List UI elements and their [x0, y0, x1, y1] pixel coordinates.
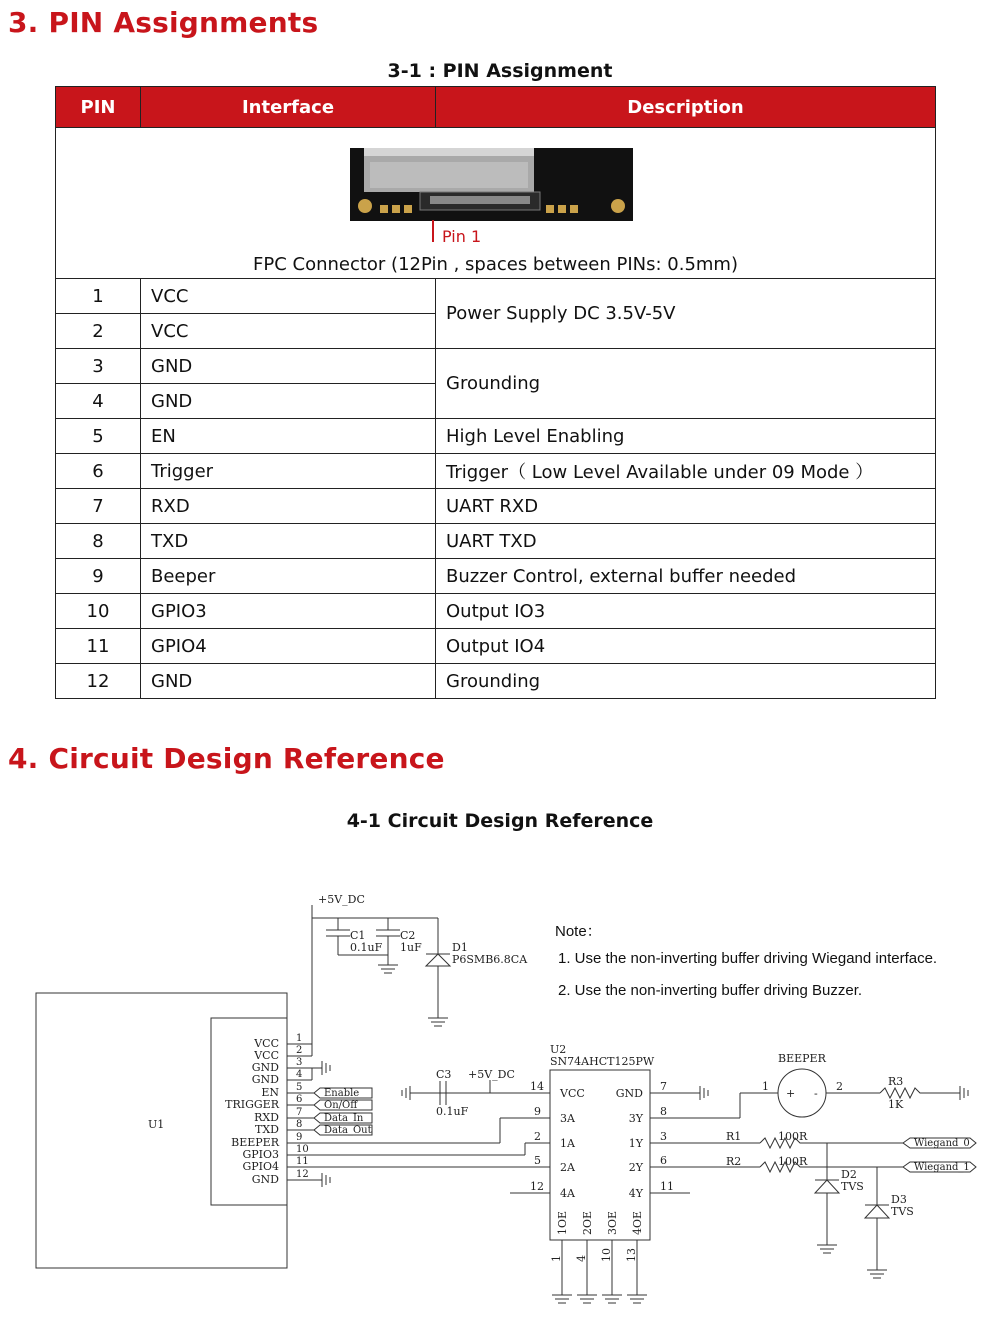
- u1-pin-name: GND: [251, 1073, 279, 1086]
- header-pin: PIN: [56, 87, 141, 128]
- r1-ref: R1: [726, 1130, 742, 1143]
- u1-pin-number: 3: [296, 1057, 303, 1068]
- pin-number: 12: [56, 664, 141, 699]
- u2-oe-number: 1: [550, 1255, 563, 1262]
- c1-ref: C1: [350, 929, 366, 942]
- u1-pin-name: EN: [261, 1086, 279, 1099]
- u2-pin-number: 3: [660, 1130, 667, 1143]
- u2-value: SN74AHCT125PW: [550, 1055, 655, 1068]
- c2-value: 1uF: [400, 941, 422, 954]
- pin-interface: VCC: [141, 314, 436, 349]
- u2-ref: U2: [550, 1043, 567, 1056]
- u2-pin-number: 6: [660, 1154, 667, 1167]
- pin-number: 8: [56, 524, 141, 559]
- pin-description: UART RXD: [436, 489, 936, 524]
- pin-description: High Level Enabling: [436, 419, 936, 454]
- u1-pin-name: TRIGGER: [225, 1098, 279, 1111]
- u1-pin-numbers: [296, 1033, 309, 1180]
- u2-pin-name: 3Y: [628, 1112, 643, 1125]
- pin-interface: GND: [141, 384, 436, 419]
- header-description: Description: [436, 87, 936, 128]
- u1-pin-name: VCC: [254, 1037, 279, 1050]
- beeper-plus: +: [786, 1087, 796, 1100]
- u2-oe-name: 4OE: [631, 1210, 644, 1235]
- u1-pin-number: 12: [296, 1169, 309, 1180]
- u1-pin-name: GND: [251, 1173, 279, 1186]
- pin-interface: VCC: [141, 279, 436, 314]
- pin-assignment-subtitle: 3-1 : PIN Assignment: [387, 60, 613, 82]
- pin-interface: GND: [141, 349, 436, 384]
- u2-pin-number: 12: [530, 1180, 544, 1193]
- pin-description: Grounding: [436, 664, 936, 699]
- c2-ref: C2: [400, 929, 416, 942]
- net-labels: [324, 1088, 372, 1136]
- u2-oe-name: 2OE: [581, 1210, 594, 1235]
- net-label: On/Off: [324, 1100, 358, 1111]
- c3-ref: C3: [436, 1068, 452, 1081]
- beeper-pin2: 2: [836, 1080, 843, 1093]
- u2-right-pin-numbers: [660, 1080, 674, 1193]
- section-3-title: 3. PIN Assignments: [8, 6, 319, 39]
- u2-pin-number: 11: [660, 1180, 674, 1193]
- connector-caption: FPC Connector (12Pin , spaces between PINs: 0.5mm): [253, 254, 738, 275]
- u2-pin-name: 1Y: [628, 1137, 643, 1150]
- d3-value: TVS: [891, 1205, 914, 1218]
- d1-value: P6SMB6.8CA: [452, 953, 528, 966]
- beeper-pin1: 1: [762, 1080, 769, 1093]
- u2-oe-name: 3OE: [606, 1210, 619, 1235]
- u2-oe-number: 4: [575, 1255, 588, 1262]
- u1-pin-name: BEEPER: [231, 1136, 279, 1149]
- pin-number: 2: [56, 314, 141, 349]
- u2-right-pins: [616, 1087, 644, 1200]
- u1-pin-name: GPIO3: [242, 1148, 279, 1161]
- pin-description: UART TXD: [436, 524, 936, 559]
- pin-number: 3: [56, 349, 141, 384]
- pin-interface: GPIO3: [141, 594, 436, 629]
- pin-description: Output IO3: [436, 594, 936, 629]
- pin-description: Power Supply DC 3.5V-5V: [436, 279, 936, 349]
- u1-pin-number: 2: [296, 1045, 303, 1056]
- pin-number: 7: [56, 489, 141, 524]
- r3-ref: R3: [888, 1075, 904, 1088]
- u2-pin-number: 14: [530, 1080, 544, 1093]
- u2-pin-number: 7: [660, 1080, 667, 1093]
- u1-pin-number: 11: [296, 1156, 309, 1167]
- u1-pin-number: 4: [296, 1069, 303, 1080]
- u2-pin-name: VCC: [560, 1087, 585, 1100]
- pin-number: 11: [56, 629, 141, 664]
- u2-pin-number: 5: [534, 1154, 541, 1167]
- u2-pin-name: 3A: [560, 1112, 575, 1125]
- pin-interface: GND: [141, 664, 436, 699]
- beeper-minus: -: [814, 1087, 818, 1100]
- u1-pin-number: 7: [296, 1107, 303, 1118]
- pin-interface: TXD: [141, 524, 436, 559]
- r2-value: 100R: [778, 1155, 808, 1168]
- u1-pin-name: RXD: [254, 1111, 279, 1124]
- pin-interface: RXD: [141, 489, 436, 524]
- u2-pin-name: 2A: [560, 1161, 575, 1174]
- net-label: Data_In: [324, 1113, 364, 1124]
- u1-pin-number: 6: [296, 1094, 303, 1105]
- u1-pin-number: 1: [296, 1033, 303, 1044]
- d2-value: TVS: [841, 1180, 864, 1193]
- u2-pin-number: 8: [660, 1105, 667, 1118]
- u1-pin-number: 10: [296, 1144, 309, 1155]
- u2-pin-name: 1A: [560, 1137, 575, 1150]
- pin-interface: Trigger: [141, 454, 436, 489]
- u2-oe-number: 13: [625, 1248, 638, 1262]
- pin-number: 5: [56, 419, 141, 454]
- pin-description: Output IO4: [436, 629, 936, 664]
- schematic-labels: [148, 893, 970, 1262]
- u2-left-pins: [530, 1080, 585, 1200]
- header-interface: Interface: [141, 87, 436, 128]
- pin-number: 10: [56, 594, 141, 629]
- u2-pin-name: GND: [615, 1087, 643, 1100]
- net-label: Enable: [324, 1088, 360, 1099]
- power-label-top: +5V_DC: [318, 893, 365, 906]
- u2-pin-number: 9: [534, 1105, 541, 1118]
- u2-pin-number: 2: [534, 1130, 541, 1143]
- pin-number: 4: [56, 384, 141, 419]
- u1-pin-name: VCC: [254, 1049, 279, 1062]
- beeper-ref: BEEPER: [778, 1052, 826, 1065]
- pin-description: Buzzer Control, external buffer needed: [436, 559, 936, 594]
- pin-interface: GPIO4: [141, 629, 436, 664]
- r3-value: 1K: [888, 1098, 904, 1111]
- note-item: 1. Use the non-inverting buffer driving Wiegand interface.: [558, 950, 938, 967]
- u2-pin-name: 4A: [560, 1187, 575, 1200]
- u2-oe-pins: [550, 1211, 644, 1262]
- section-4-title: 4. Circuit Design Reference: [8, 742, 445, 775]
- u1-pin-number: 8: [296, 1119, 303, 1130]
- u1-pin-names: [225, 1037, 280, 1186]
- net-label: Data_Out: [324, 1125, 372, 1136]
- r1-value: 100R: [778, 1130, 808, 1143]
- wiegand-0-label: Wiegand_0: [914, 1138, 970, 1149]
- power-label-mid: +5V_DC: [468, 1068, 515, 1081]
- u2-oe-name: 1OE: [556, 1210, 569, 1235]
- u1-ref: U1: [148, 1118, 165, 1131]
- u2-pin-name: 2Y: [628, 1161, 643, 1174]
- pin-interface: Beeper: [141, 559, 436, 594]
- pin-number: 1: [56, 279, 141, 314]
- u2-oe-number: 10: [600, 1248, 613, 1262]
- u2-pin-name: 4Y: [628, 1187, 643, 1200]
- d3-ref: D3: [891, 1193, 907, 1206]
- c3-value: 0.1uF: [436, 1105, 469, 1118]
- wiegand-1-label: Wiegand_1: [914, 1162, 970, 1173]
- pin-description: Trigger（ Low Level Available under 09 Mode ）: [436, 454, 936, 489]
- r2-ref: R2: [726, 1155, 742, 1168]
- d2-ref: D2: [841, 1168, 857, 1181]
- u1-pin-name: TXD: [255, 1123, 279, 1136]
- circuit-subtitle: 4-1 Circuit Design Reference: [346, 810, 654, 832]
- notes-heading: Note：: [555, 923, 602, 940]
- pin1-label: Pin 1: [442, 227, 482, 246]
- pin-interface: EN: [141, 419, 436, 454]
- pin-number: 6: [56, 454, 141, 489]
- note-item: 2. Use the non-inverting buffer driving Buzzer.: [558, 982, 863, 999]
- u1-pin-name: GPIO4: [242, 1160, 279, 1173]
- d1-ref: D1: [452, 941, 468, 954]
- pin-number: 9: [56, 559, 141, 594]
- u1-pin-number: 9: [296, 1132, 303, 1143]
- u1-pin-number: 5: [296, 1082, 303, 1093]
- u1-pin-name: GND: [251, 1061, 279, 1074]
- c1-value: 0.1uF: [350, 941, 383, 954]
- pin-description: Grounding: [436, 349, 936, 419]
